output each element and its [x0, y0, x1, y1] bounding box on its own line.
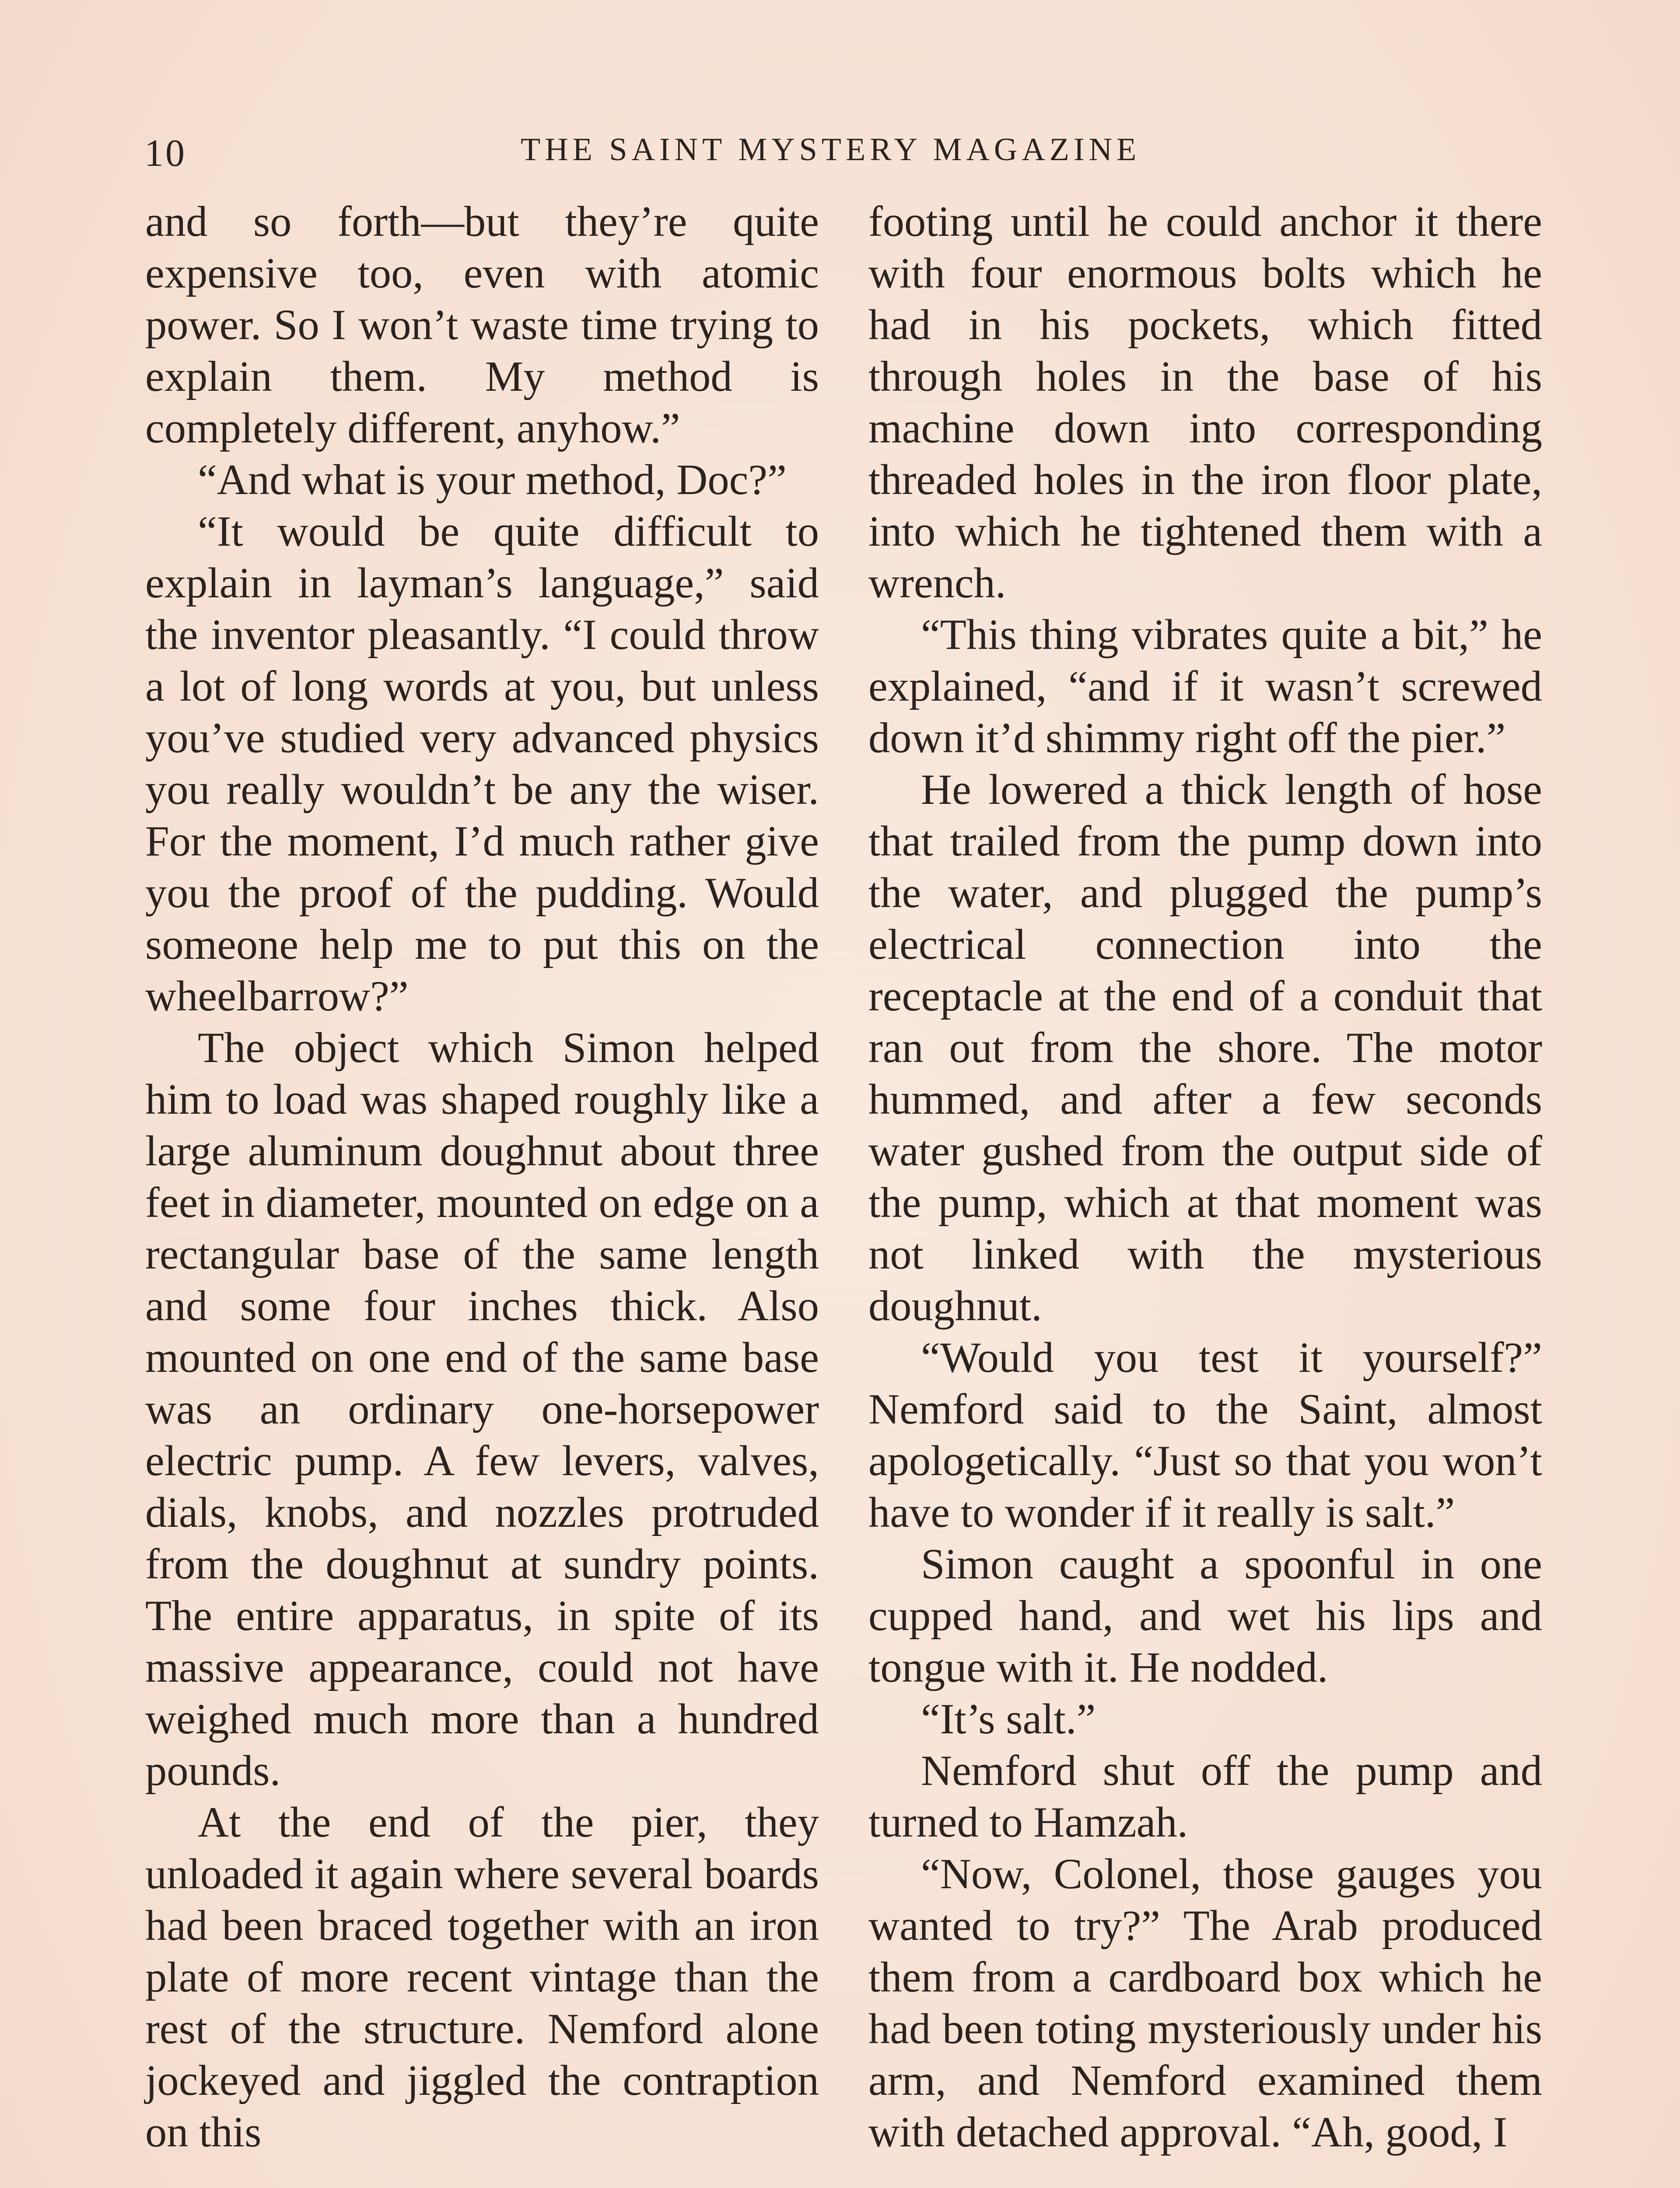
left-column	[145, 196, 819, 2158]
paragraph: “Now, Colonel, those gauges you wanted to try?” The Arab produced them from a cardboard box which he had been toting mysteriously under his arm, and Nemford examined them with detached approval. “Ah, good, I	[868, 1850, 1542, 2156]
paragraph: The object which Simon helped him to load was shaped roughly like a large aluminum doughnut about three feet in diameter, mounted on edge on a rectangular base of the same length and some four inches thick. Also mounted on one end of the same base was an ordinary one-horsepower electric pump. A few levers, valves, dials, knobs, and nozzles protruded from the doughnut at sundry points. The entire apparatus, in spite of its massive appearance, could not have weighed much more than a hundred pounds.	[145, 1024, 819, 1795]
paragraph: “And what is your method, Doc?”	[198, 456, 787, 504]
paragraph: “It’s salt.”	[921, 1695, 1096, 1743]
paragraph: “It would be quite difficult to explain in layman’s language,” said the inventor pleasantly. “I could throw a lot of long words at you, but unless you’ve studied very advanced physics you really wouldn’t be any the wiser. For the moment, I’d much rather give you the proof of the pudding. Would someone help me to put this on the wheelbarrow?”	[145, 508, 819, 1020]
paragraph: Simon caught a spoonful in one cupped hand, and wet his lips and tongue with it. He nodded.	[868, 1540, 1542, 1691]
paragraph: Nemford shut off the pump and turned to Hamzah.	[868, 1747, 1542, 1846]
paragraph: “This thing vibrates quite a bit,” he explained, “and if it wasn’t screwed down it’d shimmy right off the pier.”	[868, 611, 1542, 762]
paragraph: footing until he could anchor it there with four enormous bolts which he had in his pockets, which fitted through holes in the base of his machine down into corresponding threaded holes in the iron floor plate, into which he tightened them with a wrench.	[868, 198, 1542, 607]
right-column	[868, 196, 1542, 2158]
page-header	[144, 131, 1544, 179]
page-number: 10	[144, 132, 186, 175]
running-title: THE SAINT MYSTERY MAGAZINE	[521, 132, 1141, 168]
paragraph: He lowered a thick length of hose that trailed from the pump down into the water, and plugged the pump’s electrical connection into the receptacle at the end of a conduit that ran out from the shore. The motor hummed, and after a few seconds water gushed from the output side of the pump, which at that moment was not linked with the mysterious doughnut.	[868, 766, 1542, 1330]
paragraph: “Would you test it yourself?” Nemford said to the Saint, almost apologetically. “Just so that you won’t have to wonder if it really is salt.”	[868, 1334, 1542, 1536]
paragraph: At the end of the pier, they unloaded it again where several boards had been braced together with an iron plate of more recent vintage than the rest of the structure. Nemford alone jockeyed and jiggled the contraption on this	[145, 1799, 819, 2156]
paragraph: and so forth—but they’re quite expensive too, even with atomic power. So I won’t waste time trying to explain them. My method is completely different, anyhow.”	[145, 198, 819, 452]
